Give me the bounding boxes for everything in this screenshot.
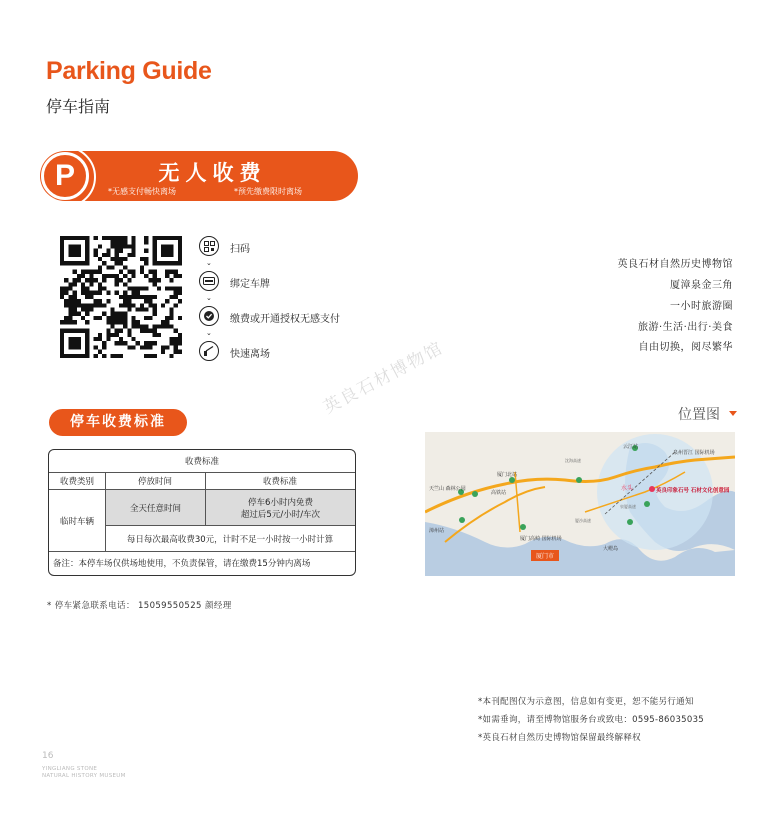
license-plate-icon xyxy=(199,271,219,291)
map-label-tianzhu: 天竺山 森林公园 xyxy=(429,486,466,492)
map-label-dadeng: 大嶝岛 xyxy=(603,546,619,552)
table-cell-category: 临时车辆 xyxy=(59,516,94,527)
banner-subtitle-1: *无感支付畅快离场 xyxy=(108,187,176,196)
chevron-down-icon: ⌄ xyxy=(206,259,212,267)
banner-title: 无人收费 xyxy=(158,161,267,185)
map-label-road-1: 沈海高速 xyxy=(565,458,581,463)
location-map[interactable] xyxy=(425,432,735,576)
map-label-zhangzhou: 漳州站 xyxy=(429,528,445,534)
table-header-rate: 收费标准 xyxy=(262,476,297,487)
page-title-cn: 停车指南 xyxy=(46,97,111,116)
fee-table xyxy=(48,449,356,576)
watermark: 英良石材博物馆 xyxy=(320,337,448,419)
banner-subtitle-2: *预先缴费限时离场 xyxy=(234,187,302,196)
caret-down-icon xyxy=(729,411,737,416)
footer-brand-line-1: YINGLIANG STONE xyxy=(42,766,98,772)
map-label-shuitou: 水头 xyxy=(621,485,634,492)
map-label-quanzhou-airport: 泉州晋江 国际机场 xyxy=(673,450,715,456)
step-exit-label: 快速离场 xyxy=(230,349,270,360)
table-cell-period: 全天任意时间 xyxy=(106,490,205,525)
payment-icon xyxy=(199,306,219,326)
page-title-en: Parking Guide xyxy=(46,57,212,85)
tagline-switch: 自由切换，阅尽繁华 xyxy=(638,342,733,353)
map-label-museum: 英良印象石号 石材文化创意园 xyxy=(656,488,730,494)
rate-line-1: 停车6小时内免费 xyxy=(248,497,313,508)
tagline-travel-circle: 一小时旅游圈 xyxy=(670,301,733,312)
emergency-contact: * 停车紧急联系电话： 15059550525 颜经理 xyxy=(47,601,232,611)
fee-standard-heading: 停车收费标准 xyxy=(49,409,187,436)
location-map-label: 位置图 xyxy=(678,407,720,423)
table-header-period: 停放时间 xyxy=(137,476,172,487)
chevron-down-icon: ⌄ xyxy=(206,294,212,302)
museum-name: 英良石材自然历史博物馆 xyxy=(617,259,733,270)
step-scan-label: 扫码 xyxy=(230,244,250,255)
tagline-golden-triangle: 厦漳泉金三角 xyxy=(670,280,733,291)
step-plate-label: 绑定车牌 xyxy=(230,279,270,290)
table-cell-daily-cap: 每日每次最高收费30元，计时不足一小时按一小时计算 xyxy=(126,534,334,545)
map-label-xiamen-city: 厦门市 xyxy=(535,553,555,560)
table-remark: 备注：本停车场仅供场地使用，不负责保管，请在缴费15分钟内离场 xyxy=(53,559,311,569)
note-illustration: *本刊配图仅为示意图，信息如有变更，恕不能另行通知 xyxy=(478,697,694,707)
table-cell-rate xyxy=(206,490,355,525)
map-label-road-2: 厦沙高速 xyxy=(575,518,591,523)
footer-brand-line-2: NATURAL HISTORY MUSEUM xyxy=(42,773,126,779)
table-caption: 收费标准 xyxy=(184,457,219,467)
map-label-xiamen-gaoqi: 厦门高崎 国际机场 xyxy=(520,536,562,542)
note-contact: *如需垂询，请至博物馆服务台或致电：0595-86035035 xyxy=(478,715,705,725)
chevron-down-icon: ⌄ xyxy=(206,329,212,337)
page-number: 16 xyxy=(42,751,54,761)
map-label-gaoqi: 高铁站 xyxy=(491,490,507,496)
qr-code[interactable] xyxy=(60,236,182,358)
map-label-xiamen-north: 厦门北站 xyxy=(497,472,518,478)
exit-gate-icon xyxy=(199,341,219,361)
note-rights: *英良石材自然历史博物馆保留最终解释权 xyxy=(478,733,641,743)
parking-p-icon: P xyxy=(41,152,89,200)
table-header-category: 收费类别 xyxy=(59,476,94,487)
step-payment-label: 缴费或开通授权无感支付 xyxy=(230,314,340,325)
map-label-road-3: 泉厦高速 xyxy=(620,504,636,509)
tagline-lifestyle: 旅游·生活·出行·美食 xyxy=(637,322,733,333)
map-label-yun-river: 云江站 xyxy=(623,444,639,450)
rate-line-2: 超过后5元/小时/车次 xyxy=(240,509,321,520)
scan-icon xyxy=(199,236,219,256)
